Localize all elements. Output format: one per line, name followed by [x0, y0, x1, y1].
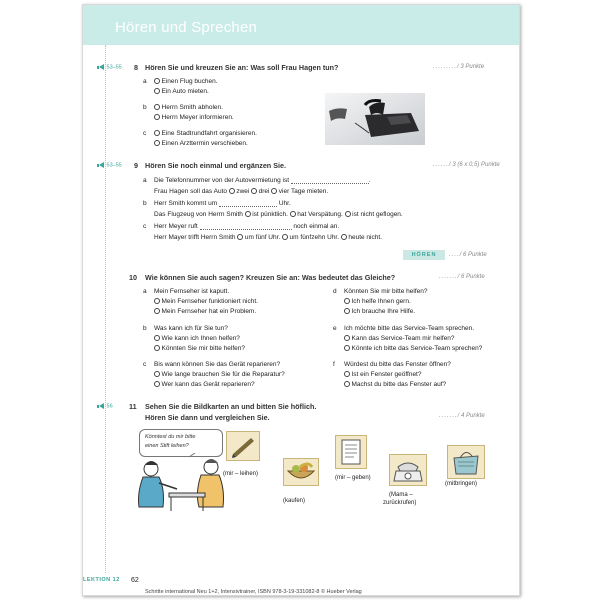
q10-prompt-e: Ich möchte bitte das Service-Team sprechen.: [344, 325, 475, 332]
card-pen[interactable]: [226, 431, 260, 461]
question-text-9: Hören Sie noch einmal und ergänzen Sie.: [145, 161, 286, 170]
radio-circle[interactable]: [344, 298, 350, 304]
people-illustration: [129, 453, 229, 513]
question-text-11a: Sehen Sie die Bildkarten an und bitten Sie höflich.: [145, 402, 317, 411]
radio-circle[interactable]: [344, 335, 350, 341]
q10-letter-f: f: [333, 361, 335, 368]
option-vier[interactable]: vier: [271, 188, 289, 195]
radio-circle[interactable]: [154, 130, 160, 136]
q10-prompt-d: Könnten Sie mir bitte helfen?: [344, 288, 428, 295]
points-10: ......./ 6 Punkte: [439, 274, 485, 280]
q8-letter-c: c: [143, 130, 147, 137]
radio-circle[interactable]: [344, 345, 350, 351]
speaker-icon: [99, 403, 104, 409]
q10-letter-a: a: [143, 288, 147, 295]
question-text-8: Hören Sie und kreuzen Sie an: Was soll Frau Hagen tun?: [145, 63, 339, 72]
audio-track-11[interactable]: 56: [97, 403, 113, 409]
page-title: Hören und Sprechen: [115, 19, 258, 36]
radio-circle[interactable]: [154, 345, 160, 351]
radio-circle[interactable]: [154, 88, 160, 94]
option-verspaetung[interactable]: hat Verspätung.: [290, 211, 343, 218]
q10-option-e2[interactable]: Könnte ich bitte das Service-Team sprechen?: [344, 345, 482, 352]
radio-circle[interactable]: [154, 140, 160, 146]
q10-option-d2[interactable]: Ich brauche Ihre Hilfe.: [344, 308, 415, 315]
audio-track-9[interactable]: 53–55: [97, 162, 122, 168]
lektion-label: LEKTION 12: [83, 577, 120, 583]
option-zwei[interactable]: zwei: [229, 188, 250, 195]
page-number: 62: [131, 577, 139, 584]
q10-option-d1[interactable]: Ich helfe Ihnen gern.: [344, 298, 411, 305]
q9-b-line1: Herr Smith kommt um Uhr.: [154, 200, 291, 207]
q10-option-a1[interactable]: Mein Fernseher funktioniert nicht.: [154, 298, 258, 305]
question-text-11b: Hören Sie dann und vergleichen Sie.: [145, 413, 270, 422]
q8-option-c1[interactable]: Eine Stadtrundfahrt organisieren.: [154, 130, 257, 137]
q10-prompt-a: Mein Fernseher ist kaputt.: [154, 288, 230, 295]
publisher-footer: Schritte international Neu 1+2, Intensivtrainer, ISBN 978-3-19-331082-8 © Hueber Verlag: [145, 589, 362, 595]
workbook-page: Hören und Sprechen 53–55 8 Hören Sie und kreuzen Sie an: Was soll Frau Hagen tun? ........./ 3 Punkte 53–55 9 Hören Sie noch einmal und ergänzen Sie. ....../ 3 (6 x 0,5) Punkte a Die Telefonnummer von der Autovermietung ist . Frau Hagen soll das Auto zwei drei vier Tage mieten. b Herr Smith kommt um Uhr. Das Flugzeug von Herrn Smith ist pünktlich. hat Verspätung. ist nicht geflogen. c Herr Meyer ruft noch einmal an. Herr Mayer trifft Herrn Smith um fünf Uhr. um fünfzehn Uhr. heute nicht. HÖREN ..../ 6 Punkte 10 Wie können Sie auch sagen? Kreuzen Sie an: Was bedeutet das Gleiche? ......./ 6 Punkte 56 11 Sehen Sie die Bildkarten an und bitten Sie höflich. Hören Sie dann und vergleichen Sie. ......./ 4 Punkte Könntest du mir bitte einen Stift leihen? (mir – leihen) (kaufen) (mir – geben) (Mama – zurückrufen) (mitbringen) LEKTION 12 62 Schritte international Neu 1+2, Intensivtrainer, ISBN 978-3-19-331082-8 © Hueber Verlag a Einen Flug buchen. Ein Auto mieten. b Herrn Smith abholen. Herrn Meyer informieren. c Eine Stadtrundfahrt organisieren. Einen Arzttermin verschieben. a Mein Fernseher ist kaputt. Mein Fernseher funktioniert nicht. Mein Fernseher hat ein Problem. b Was kann ich für Sie tun? Wie kann ich Ihnen helfen? Könnten Sie mir bitte helfen? c Bis wann können Sie das Gerät reparieren? Wie lange brauchen Sie für die Reparatur? Wer kann das Gerät reparieren? d Könnten Sie mir bitte helfen? Ich helfe Ihnen gern. Ich brauche Ihre Hilfe. e Ich möchte bitte das Service-Team sprechen. Kann das Service-Team mir helfen? Könnte ich bitte das Service-Team sprechen? f Würdest du bitte das Fenster öffnen? Ist ein Fenster geöffnet? Machst du bitte das Fenster auf?: [82, 4, 520, 596]
q8-option-c2[interactable]: Einen Arzttermin verschieben.: [154, 140, 248, 147]
radio-circle[interactable]: [154, 371, 160, 377]
radio-circle[interactable]: [344, 308, 350, 314]
card-bag[interactable]: [447, 445, 485, 479]
audio-track-8[interactable]: 53–55: [97, 64, 122, 70]
q10-option-b2[interactable]: Könnten Sie mir bitte helfen?: [154, 345, 245, 352]
radio-circle[interactable]: [154, 114, 160, 120]
q10-prompt-c: Bis wann können Sie das Gerät reparieren?: [154, 361, 281, 368]
radio-circle[interactable]: [154, 104, 160, 110]
option-drei[interactable]: drei: [251, 188, 269, 195]
radio-circle[interactable]: [154, 298, 160, 304]
question-number-9: 9: [134, 161, 138, 170]
question-text-10: Wie können Sie auch sagen? Kreuzen Sie an: Was bedeutet das Gleiche?: [145, 273, 396, 282]
q10-prompt-b: Was kann ich für Sie tun?: [154, 325, 228, 332]
card-fruit[interactable]: [283, 458, 319, 486]
q8-letter-a: a: [143, 78, 147, 85]
speaker-icon: [99, 64, 104, 70]
card-telephone[interactable]: [389, 454, 427, 486]
q8-option-a2[interactable]: Ein Auto mieten.: [154, 88, 209, 95]
points-9: ....../ 3 (6 x 0,5) Punkte: [433, 162, 500, 168]
radio-circle[interactable]: [344, 381, 350, 387]
question-number-11: 11: [129, 402, 137, 411]
question-number-10: 10: [129, 273, 137, 282]
speech-bubble: Könntest du mir bitte einen Stift leihen?: [139, 429, 223, 457]
speaker-icon: [99, 162, 104, 168]
phone-number-blank[interactable]: [291, 183, 369, 184]
caption-mama-2: zurückrufen): [383, 500, 417, 506]
q9-a-line2: Frau Hagen soll das Auto zwei drei vier Tage mieten.: [154, 188, 329, 195]
margin-line: [105, 45, 106, 573]
q10-option-e1[interactable]: Kann das Service-Team mir helfen?: [344, 335, 454, 342]
points-hoeren: ..../ 6 Punkte: [449, 252, 487, 258]
q10-letter-d: d: [333, 288, 337, 295]
q10-letter-c: c: [143, 361, 147, 368]
section-tag-hoeren: HÖREN: [403, 250, 445, 260]
option-heute-nicht[interactable]: heute nicht.: [341, 234, 382, 241]
q10-option-f2[interactable]: Machst du bitte das Fenster auf?: [344, 381, 446, 388]
option-puenktlich[interactable]: ist pünktlich.: [245, 211, 288, 218]
telephone-photo: [325, 93, 425, 145]
q8-option-b1[interactable]: Herrn Smith abholen.: [154, 104, 223, 111]
q10-letter-b: b: [143, 325, 147, 332]
caption-mir-geben: (mir – geben): [335, 475, 371, 481]
radio-circle[interactable]: [344, 371, 350, 377]
points-8: ........./ 3 Punkte: [433, 64, 485, 70]
q8-letter-b: b: [143, 104, 147, 111]
option-fuenfzehn-uhr[interactable]: um fünfzehn Uhr.: [282, 234, 339, 241]
radio-circle[interactable]: [154, 308, 160, 314]
q10-option-f1[interactable]: Ist ein Fenster geöffnet?: [344, 371, 421, 378]
callback-blank[interactable]: [200, 229, 292, 230]
radio-circle[interactable]: [154, 335, 160, 341]
q9-b-line2: Das Flugzeug von Herrn Smith ist pünktlich. hat Verspätung. ist nicht geflogen.: [154, 211, 403, 218]
radio-circle[interactable]: [154, 381, 160, 387]
q9-c-line2: Herr Mayer trifft Herrn Smith um fünf Uhr. um fünfzehn Uhr. heute nicht.: [154, 234, 382, 241]
caption-mir-leihen: (mir – leihen): [223, 471, 259, 477]
q8-option-a1[interactable]: Einen Flug buchen.: [154, 78, 218, 85]
q10-option-c2[interactable]: Wer kann das Gerät reparieren?: [154, 381, 255, 388]
caption-kaufen: (kaufen): [283, 498, 306, 504]
q9-c-line1: Herr Meyer ruft noch einmal an.: [154, 223, 340, 230]
option-fuenf-uhr[interactable]: um fünf Uhr.: [237, 234, 280, 241]
radio-circle[interactable]: [154, 78, 160, 84]
caption-mitbringen: (mitbringen): [445, 481, 478, 487]
q10-letter-e: e: [333, 325, 337, 332]
q9-a-line1: Die Telefonnummer von der Autovermietung ist .: [154, 177, 371, 184]
card-book[interactable]: [335, 435, 367, 469]
question-number-8: 8: [134, 63, 138, 72]
points-11: ......./ 4 Punkte: [439, 413, 485, 419]
q10-option-b1[interactable]: Wie kann ich Ihnen helfen?: [154, 335, 240, 342]
caption-mama-1: (Mama –: [389, 492, 413, 498]
q10-option-a2[interactable]: Mein Fernseher hat ein Problem.: [154, 308, 256, 315]
q8-option-b2[interactable]: Herrn Meyer informieren.: [154, 114, 234, 121]
time-blank[interactable]: [219, 206, 277, 207]
q10-prompt-f: Würdest du bitte das Fenster öffnen?: [344, 361, 451, 368]
option-nicht-geflogen[interactable]: ist nicht geflogen.: [345, 211, 403, 218]
q10-option-c1[interactable]: Wie lange brauchen Sie für die Reparatur?: [154, 371, 285, 378]
